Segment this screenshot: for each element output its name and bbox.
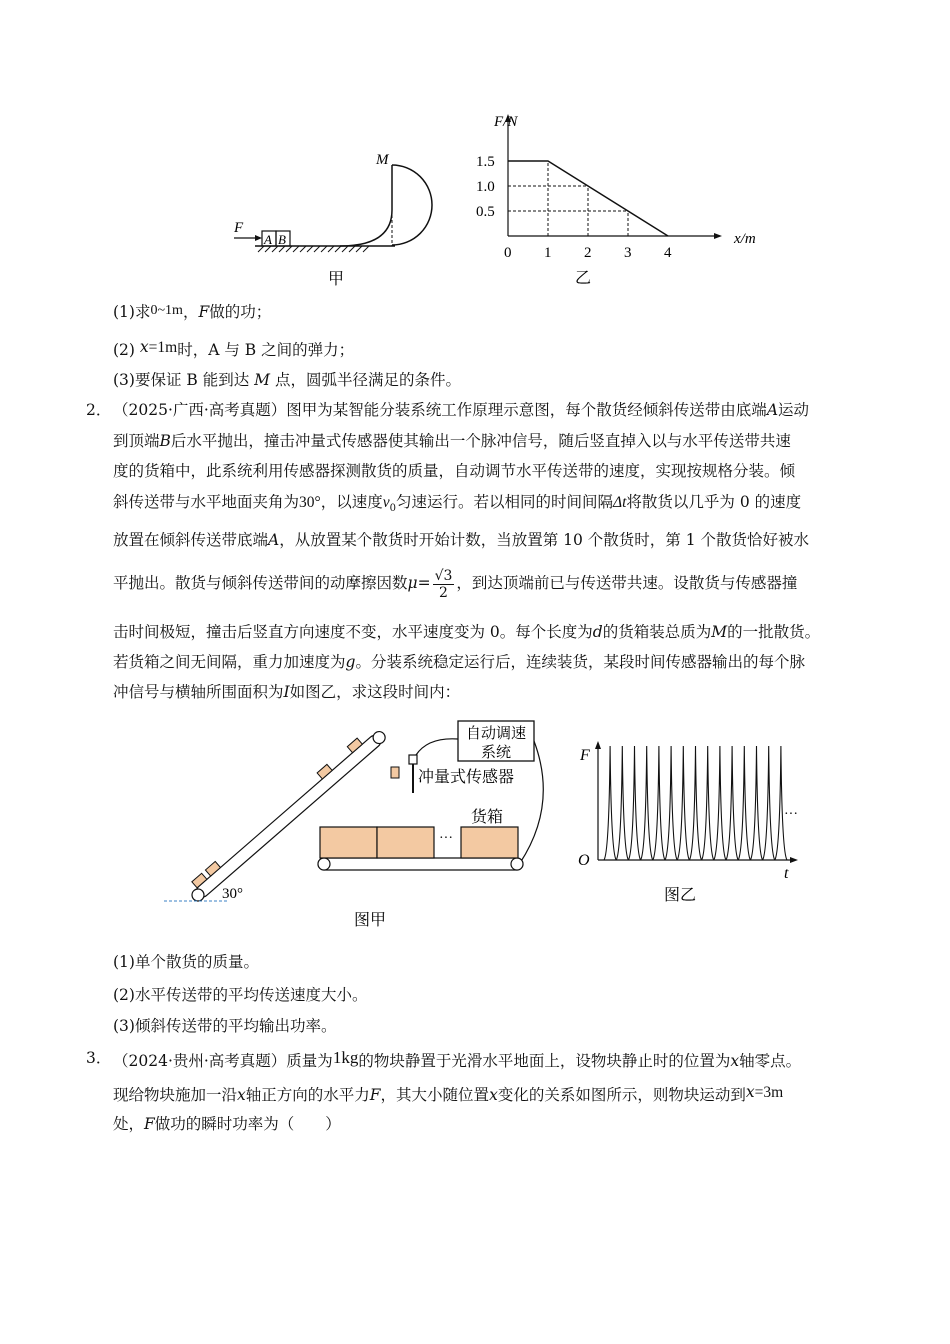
- label-F: F: [234, 220, 244, 236]
- label-M: M: [376, 152, 389, 168]
- pulse-signal: [616, 746, 628, 860]
- x-tick-label: 4: [664, 245, 672, 261]
- q1-sub2: (2) x=1m时，A 与 B 之间的弹力；: [113, 338, 355, 359]
- pulse-signal: [677, 746, 689, 860]
- q2-line1: （2025·广西·高考真题）图甲为某智能分装系统工作原理示意图，每个散货经倾斜传送带由底端A运动: [113, 401, 810, 419]
- angle-label: 30°: [222, 886, 243, 902]
- x-tick-label: 1: [544, 245, 552, 261]
- q2-line2: 到顶端B后水平抛出，撞击冲量式传感器使其输出一个脉冲信号，随后竖直掉入以与水平传送带共速: [113, 432, 791, 450]
- y-tick-label: 1.5: [476, 154, 495, 170]
- figure-2-jia-conveyor: [158, 715, 558, 935]
- figure-2-yi-pulses: [572, 738, 822, 913]
- origin-label: 0: [504, 245, 512, 261]
- q3-line2: 现给物块施加一沿x轴正方向的水平力F，其大小随位置x变化的关系如图所示，则物块运动到x=3m: [113, 1083, 784, 1104]
- q2-line8: 若货箱之间无间隔，重力加速度为g。分装系统稳定运行后，连续装货，某段时间传感器输出的每个脉: [113, 653, 805, 671]
- pulse-signal: [726, 746, 738, 860]
- caption-figure-jia: 图甲: [354, 912, 387, 929]
- y-axis-label: F/N: [494, 114, 518, 130]
- q2-sub1: (1)单个散货的质量。: [113, 953, 259, 971]
- pulse-signal: [750, 746, 762, 860]
- q1-sub1: (1)求0~1m，F做的功；: [113, 303, 272, 321]
- pulse-signal: [653, 746, 665, 860]
- q2-sub2: (2)水平传送带的平均传送速度大小。: [113, 986, 368, 1004]
- box-label: 货箱: [471, 809, 504, 826]
- q3-number: 3．: [86, 1049, 112, 1067]
- system-label-line2: 系统: [480, 745, 512, 761]
- q2-line5: 放置在倾斜传送带底端A，从放置某个散货时开始计数，当放置第 10 个散货时，第 1 个散货恰好被水: [113, 531, 810, 549]
- pulse-signal: [689, 746, 701, 860]
- pulse-axis-t: t: [784, 865, 789, 882]
- figure-jia-track: [220, 140, 450, 290]
- pulse-signal: [604, 746, 616, 860]
- q2-sub3: (3)倾斜传送带的平均输出功率。: [113, 1017, 337, 1035]
- label-B: B: [278, 232, 286, 247]
- q2-line4: 斜传送带与水平地面夹角为30°，以速度$v_0$匀速运行。若以相同的时间间隔Δt将散货以几乎为 0 的速度: [113, 493, 802, 515]
- q3-line1: （2024·贵州·高考真题）质量为1kg的物块静置于光滑水平地面上，设物块静止时的位置为x轴零点。: [113, 1048, 802, 1070]
- pulse-origin-O: O: [578, 852, 590, 869]
- q3-line3: 处，F做功的瞬时功率为（ ）: [113, 1115, 341, 1133]
- pulse-signal: [641, 746, 653, 860]
- pulse-signal: [738, 746, 750, 860]
- pulse-signal: [702, 746, 714, 860]
- pulse-axis-F: F: [580, 747, 590, 764]
- pulse-signal: [628, 746, 640, 860]
- caption-jia: 甲: [328, 271, 345, 288]
- pulse-signal: [763, 746, 775, 860]
- x-tick-label: 3: [624, 245, 632, 261]
- label-A: A: [264, 232, 272, 247]
- pulse-signal: [775, 746, 787, 860]
- pulse-signal: [665, 746, 677, 860]
- caption-yi: 乙: [575, 270, 592, 287]
- q2-line7: 击时间极短，撞击后竖直方向速度不变，水平速度变为 0。每个长度为d的货箱装总质为M的一批散货。: [113, 623, 821, 641]
- x-tick-label: 2: [584, 245, 592, 261]
- q1-range: 0~1m: [150, 303, 183, 318]
- y-tick-label: 1.0: [476, 179, 495, 195]
- pulse-signal: [714, 746, 726, 860]
- box-ellipsis: ···: [439, 831, 453, 846]
- y-tick-label: 0.5: [476, 204, 495, 220]
- x-axis-label: x/m: [734, 231, 756, 247]
- q2-line3: 度的货箱中，此系统利用传感器探测散货的质量，自动调节水平传送带的速度，实现按规格分装。倾: [113, 462, 796, 480]
- q2-line6: 平抛出。散货与倾斜传送带间的动摩擦因数μ= $\frac{√3}{2}$ ，到达顶端前已与传送带共速。设散货与传感器撞: [113, 567, 798, 601]
- figure-yi-fx-chart: [470, 108, 756, 293]
- caption-figure-yi: 图乙: [664, 887, 697, 904]
- pulse-ellipsis: ···: [784, 807, 798, 822]
- sensor-label: 冲量式传感器: [418, 769, 515, 786]
- q2-line9: 冲信号与横轴所围面积为I如图乙，求这段时间内：: [113, 683, 461, 701]
- mu-fraction: $\frac{√3}{2}$: [434, 567, 453, 601]
- q2-number: 2．: [86, 401, 112, 419]
- system-label-line1: 自动调速: [465, 726, 527, 742]
- q1-sub3: (3)要保证 B 能到达 M 点，圆弧半径满足的条件。: [113, 371, 461, 389]
